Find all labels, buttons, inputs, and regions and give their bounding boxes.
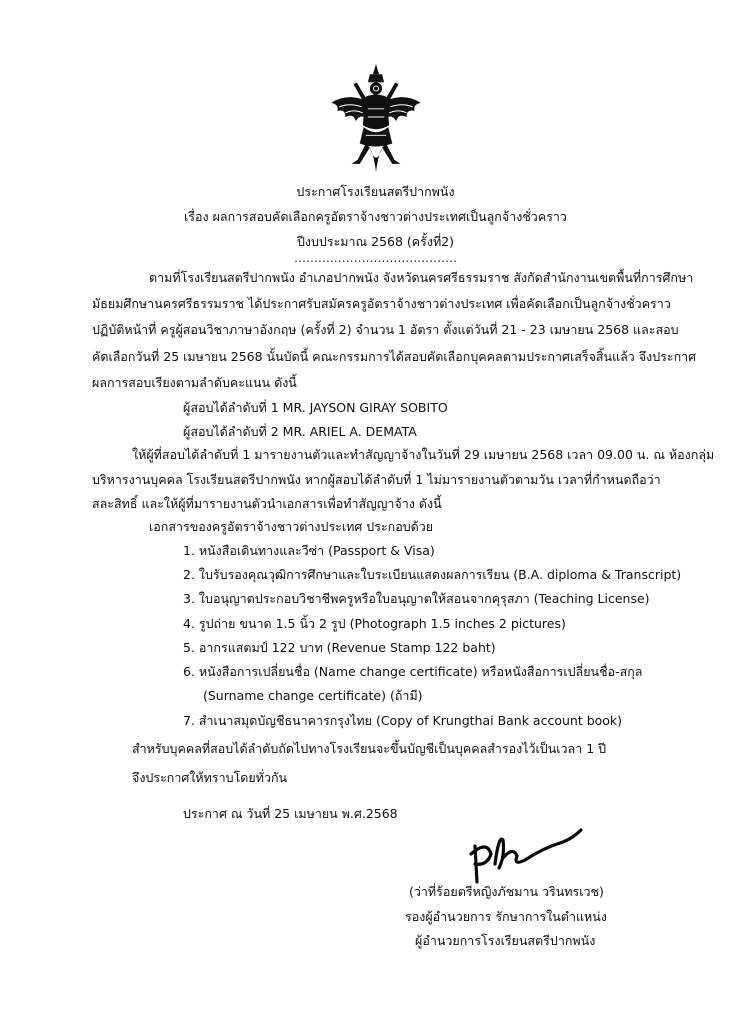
paragraph-line: ปฏิบัติหน้าที่ ครูผู้สอนวิชาภาษาอังกฤษ (ครั้งที่ 2) จำนวน 1 อัตรา ตั้งแต่วันที่ 21 - 23 เมษายน 2568 และสอบ (92, 322, 679, 337)
document-item: 3. ใบอนุญาตประกอบวิชาชีพครูหรือใบอนุญาตให้สอนจากคุรุสภา (Teachinɡ License) (183, 591, 650, 606)
signer-name: (ว่าที่ร้อยตรีหญิงภัชมาน วรินทรเวช) (409, 884, 604, 899)
document-item: 1. หนังสือเดินทางและวีซ่า (Passport & Visa) (183, 543, 435, 558)
signer-position: รองผู้อำนวยการ รักษาการในตำแหน่ง (405, 909, 607, 924)
signer-position-title: ผู้อำนวยการโรงเรียนสตรีปากพนัง (415, 933, 596, 948)
document-item: 4. รูปถ่าย ขนาด 1.5 นิ้ว 2 รูป (Photograph 1.5 inches 2 pictures) (183, 616, 566, 631)
documents-intro: เอกสารของครูอัตราจ้างชาวต่างประเทศ ประกอบด้วย (149, 519, 434, 534)
document-item: 5. อากรแสตมป์ 122 บาท (Revenue Stamp 122 baht) (183, 640, 496, 655)
paragraph-line: คัดเลือกวันที่ 25 เมษายน 2568 นั้นบัดนี้ คณะกรรมการได้สอบคัดเลือกบุคคลตามประกาศเสร็จสิ้นแล้ว จึงประกาศ (92, 349, 697, 364)
paragraph-line: สละสิทธิ์ และให้ผู้ที่มารายงานตัวนำเอกสารเพื่อทำสัญญาจ้าง ดังนี้ (92, 496, 442, 511)
paragraph-line: ให้ผู้ที่สอบได้ลำดับที่ 1 มารายงานตัวและทำสัญญาจ้างในวันที่ 29 เมษายน 2568 เวลา 09.00 น. ณ ห้องกลุ่ม (132, 447, 715, 462)
announcement-subject: เรื่อง ผลการสอบคัดเลือกครูอัตราจ้างชาวต่างประเทศเป็นลูกจ้างชั่วคราว (184, 209, 567, 224)
header-divider: ......................................... (294, 250, 457, 265)
paragraph-line: ผลการสอบเรียงตามลำดับคะแนน ดังนี้ (92, 375, 297, 390)
closing-statement: จึงประกาศให้ทราบโดยทั่วกัน (132, 770, 288, 785)
document-item-continued: (Surname chanɡe certificate) (ถ้ามี) (203, 688, 423, 703)
reserve-list-note: สำหรับบุคคลที่สอบได้ลำดับถัดไปทางโรงเรียนจะขึ้นบัญชีเป็นบุคคลสำรองไว้เป็นเวลา 1 ปี (132, 741, 607, 756)
candidate-rank-1: ผู้สอบได้ลำดับที่ 1 MR. JAYSON GIRAY SOBITO (183, 400, 448, 415)
handwritten-signature (455, 820, 585, 890)
announcement-title: ประกาศโรงเรียนสตรีปากพนัง (296, 184, 455, 199)
fiscal-year: ปีงบประมาณ 2568 (ครั้งที่2) (296, 234, 455, 249)
garuda-emblem-icon (325, 62, 427, 174)
announcement-date: ประกาศ ณ วันที่ 25 เมษายน พ.ศ.2568 (183, 806, 398, 821)
candidate-rank-2: ผู้สอบได้ลำดับที่ 2 MR. ARIEL A. DEMATA (183, 424, 417, 439)
document-item: 7. สำเนาสมุดบัญชีธนาคารกรุงไทย (Copy of Krungthai Bank account book) (183, 713, 623, 728)
paragraph-line: มัธยมศึกษานครศรีธรรมราช ได้ประกาศรับสมัครครูอัตราจ้างชาวต่างประเทศ เพื่อคัดเลือกเป็นลูกจ้างชั่วคราว (92, 296, 671, 311)
document-item: 6. หนังสือการเปลี่ยนชื่อ (Name change certificate) หรือหนังสือการเปลี่ยนชื่อ-สกุล (183, 664, 643, 679)
document-item: 2. ใบรับรองคุณวุฒิการศึกษาและใบระเบียนแสดงผลการเรียน (B.A. diploma & Transcript) (183, 567, 682, 582)
paragraph-line: บริหารงานบุคคล โรงเรียนสตรีปากพนัง หากผู้สอบได้ลำดับที่ 1 ไม่มารายงานตัวตามวัน เวลาที่กำหนดถือว่า (92, 472, 661, 487)
paragraph-line: ตามที่โรงเรียนสตรีปากพนัง อำเภอปากพนัง จังหวัดนครศรีธรรมราช สังกัดสำนักงานเขตพื้นที่การศึกษา (149, 270, 694, 285)
